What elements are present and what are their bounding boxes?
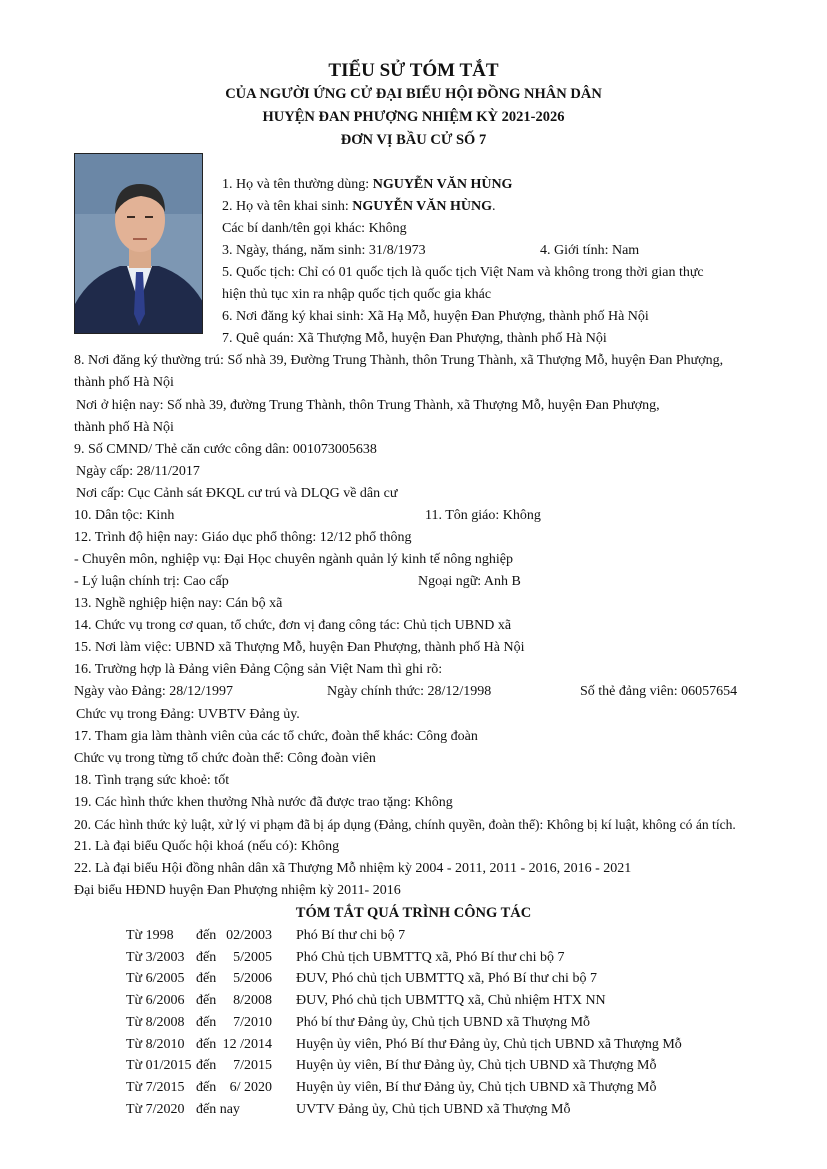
subtitle-line-1: CỦA NGƯỜI ỨNG CỬ ĐẠI BIỂU HỘI ĐỒNG NHÂN DÂN <box>225 86 602 102</box>
work-history-role: Huyện ủy viên, Phó Bí thư Đảng ủy, Chủ tịch UBND xã Thượng Mỗ <box>296 1036 682 1052</box>
field-education: 12. Trình độ hiện nay: Giáo dục phổ thông: 12/12 phổ thông <box>74 530 412 545</box>
field-religion: 11. Tôn giáo: Không <box>425 508 541 523</box>
work-history-to-label: đến <box>196 949 217 965</box>
work-history-row <box>126 993 766 1013</box>
field-party-role: Chức vụ trong Đảng: UVBTV Đảng ủy. <box>76 707 300 722</box>
subtitle-line-3: ĐƠN VỊ BẦU CỬ SỐ 7 <box>340 132 487 148</box>
field-health: 18. Tình trạng sức khoẻ: tốt <box>74 773 230 788</box>
work-history-role: Phó bí thư Đảng ủy, Chủ tịch UBND xã Thượng Mỗ <box>296 1014 591 1030</box>
field-id-number: 9. Số CMND/ Thẻ căn cước công dân: 001073005638 <box>74 442 377 457</box>
field-id-issue-place: Nơi cấp: Cục Cảnh sát ĐKQL cư trú và DLQG về dân cư <box>76 486 398 501</box>
field-birth-registration: 6. Nơi đăng ký khai sinh: Xã Hạ Mỗ, huyện Đan Phượng, thành phố Hà Nội <box>222 309 649 324</box>
field-hometown: 7. Quê quán: Xã Thượng Mỗ, huyện Đan Phượng, thành phố Hà Nội <box>222 331 607 346</box>
field-residence-line1: 8. Nơi đăng ký thường trú: Số nhà 39, Đường Trung Thành, thôn Trung Thành, xã Thượng Mỗ, huyện Đan Phượng, <box>74 353 724 368</box>
field-nationality-line1: 5. Quốc tịch: Chỉ có 01 quốc tịch là quốc tịch Việt Nam và không trong thời gian thực <box>222 265 704 280</box>
work-history-row <box>126 950 766 970</box>
work-history-to: 12 /2014 <box>222 1036 272 1052</box>
field-common-name-label: 1. Họ và tên thường dùng: <box>222 177 373 192</box>
work-history-from: Từ 7/2020 <box>126 1101 185 1117</box>
work-history-from: Từ 8/2010 <box>126 1036 185 1052</box>
field-organization-role: Chức vụ trong từng tổ chức đoàn thể: Công đoàn viên <box>74 751 376 766</box>
field-national-assembly: 21. Là đại biểu Quốc hội khoá (nếu có): Không <box>74 839 340 854</box>
work-history-row <box>126 928 766 948</box>
work-history-row <box>126 1102 766 1122</box>
portrait-illustration <box>75 154 203 334</box>
work-history-to: 5/2005 <box>233 949 272 965</box>
field-foreign-language: Ngoại ngữ: Anh B <box>418 574 521 589</box>
portrait-photo <box>74 153 203 334</box>
work-history-from: Từ 1998 <box>126 928 174 943</box>
work-history-role: UVTV Đảng ủy, Chủ tịch UBND xã Thượng Mỗ <box>296 1101 571 1117</box>
field-nationality-line2: hiện thủ tục xin ra nhập quốc tịch quốc gia khác <box>222 287 492 302</box>
work-history-role: Huyện ủy viên, Bí thư Đảng ủy, Chủ tịch UBND xã Thượng Mỗ <box>296 1058 657 1074</box>
field-aliases: Các bí danh/tên gọi khác: Không <box>222 221 407 236</box>
field-organizations: 17. Tham gia làm thành viên của các tổ chức, đoàn thể khác: Công đoàn <box>74 729 478 744</box>
field-residence-line2: thành phố Hà Nội <box>74 375 174 390</box>
work-history-to-label: đến <box>196 928 217 943</box>
work-history-title: TÓM TẮT QUÁ TRÌNH CÔNG TÁC <box>295 905 532 921</box>
work-history-to: 8/2008 <box>233 993 272 1009</box>
field-party-join-date: Ngày vào Đảng: 28/12/1997 <box>74 684 234 699</box>
field-birth-name-end: . <box>492 199 496 214</box>
field-current-address-line1: Nơi ở hiện nay: Số nhà 39, đường Trung Thành, thôn Trung Thành, xã Thượng Mỗ, huyện Đan Phượng, <box>76 398 660 413</box>
field-discipline: 20. Các hình thức kỷ luật, xử lý vi phạm đã bị áp dụng (Đảng, chính quyền, đoàn thể): Không bị kí luật, không có án tích. <box>74 817 736 832</box>
field-party-member: 16. Trường hợp là Đảng viên Đảng Cộng sản Việt Nam thì ghi rõ: <box>74 662 443 677</box>
field-birth-date: 3. Ngày, tháng, năm sinh: 31/8/1973 <box>222 243 426 258</box>
work-history-role: ĐUV, Phó chủ tịch UBMTTQ xã, Phó Bí thư chi bộ 7 <box>296 971 597 987</box>
work-history-to-label: đến <box>196 1036 217 1052</box>
work-history-row <box>126 1080 766 1100</box>
work-history-from: Từ 6/2005 <box>126 971 185 987</box>
field-birth-name-value: NGUYỄN VĂN HÙNG <box>352 199 493 214</box>
work-history-to: 7/2015 <box>233 1058 272 1074</box>
field-district-council: Đại biểu HĐND huyện Đan Phượng nhiệm kỳ 2011- 2016 <box>74 883 401 898</box>
work-history-row <box>126 1037 766 1057</box>
work-history-to: 5/2006 <box>233 971 272 987</box>
document-title: TIỂU SỬ TÓM TẮT <box>328 60 499 81</box>
field-political-theory: - Lý luận chính trị: Cao cấp <box>74 574 229 589</box>
work-history-to-label: đến <box>196 971 217 987</box>
field-occupation: 13. Nghề nghiệp hiện nay: Cán bộ xã <box>74 596 283 611</box>
field-birth-name <box>222 199 496 215</box>
work-history-from: Từ 3/2003 <box>126 949 185 965</box>
work-history-from: Từ 7/2015 <box>126 1079 185 1095</box>
field-workplace: 15. Nơi làm việc: UBND xã Thượng Mỗ, huyện Đan Phượng, thành phố Hà Nội <box>74 640 525 655</box>
field-id-issue-date: Ngày cấp: 28/11/2017 <box>76 464 200 479</box>
work-history-from: Từ 01/2015 <box>126 1058 192 1074</box>
work-history-role: Huyện ủy viên, Bí thư Đảng ủy, Chủ tịch UBND xã Thượng Mỗ <box>296 1079 657 1095</box>
field-party-card-number: Số thẻ đảng viên: 06057654 <box>580 684 738 699</box>
field-council-member: 22. Là đại biểu Hội đồng nhân dân xã Thượng Mỗ nhiệm kỳ 2004 - 2011, 2011 - 2016, 2016 - 2021 <box>74 861 632 876</box>
work-history-to-label: đến <box>196 993 217 1009</box>
work-history-row <box>126 1015 766 1035</box>
work-history-to-label: đến nay <box>196 1101 240 1117</box>
work-history-row <box>126 971 766 991</box>
field-party-official-date: Ngày chính thức: 28/12/1998 <box>327 684 492 699</box>
work-history-from: Từ 8/2008 <box>126 1014 185 1030</box>
work-history-to-label: đến <box>196 1014 217 1030</box>
work-history-to-label: đến <box>196 1058 217 1074</box>
field-specialty: - Chuyên môn, nghiệp vụ: Đại Học chuyên ngành quản lý kinh tế nông nghiệp <box>74 552 513 567</box>
work-history-to: 7/2010 <box>233 1014 272 1030</box>
field-current-address-line2: thành phố Hà Nội <box>74 420 174 435</box>
work-history-role: ĐUV, Phó chủ tịch UBMTTQ xã, Chủ nhiệm HTX NN <box>296 993 606 1009</box>
work-history-from: Từ 6/2006 <box>126 993 185 1009</box>
field-common-name-value: NGUYỄN VĂN HÙNG <box>372 177 513 192</box>
field-common-name <box>222 177 512 193</box>
work-history-to: 02/2003 <box>226 928 272 943</box>
field-position: 14. Chức vụ trong cơ quan, tổ chức, đơn vị đang công tác: Chủ tịch UBND xã <box>74 618 512 633</box>
work-history-role: Phó Chủ tịch UBMTTQ xã, Phó Bí thư chi bộ 7 <box>296 949 565 965</box>
field-ethnicity: 10. Dân tộc: Kinh <box>74 508 175 523</box>
field-birth-name-label: 2. Họ và tên khai sinh: <box>222 199 353 214</box>
work-history-role: Phó Bí thư chi bộ 7 <box>296 928 406 943</box>
field-gender: 4. Giới tính: Nam <box>540 243 640 258</box>
work-history-to: 6/ 2020 <box>229 1079 272 1095</box>
field-awards: 19. Các hình thức khen thưởng Nhà nước đã được trao tặng: Không <box>74 795 453 810</box>
work-history-row <box>126 1058 766 1078</box>
subtitle-line-2: HUYỆN ĐAN PHƯỢNG NHIỆM KỲ 2021-2026 <box>262 109 565 125</box>
work-history-to-label: đến <box>196 1079 217 1095</box>
